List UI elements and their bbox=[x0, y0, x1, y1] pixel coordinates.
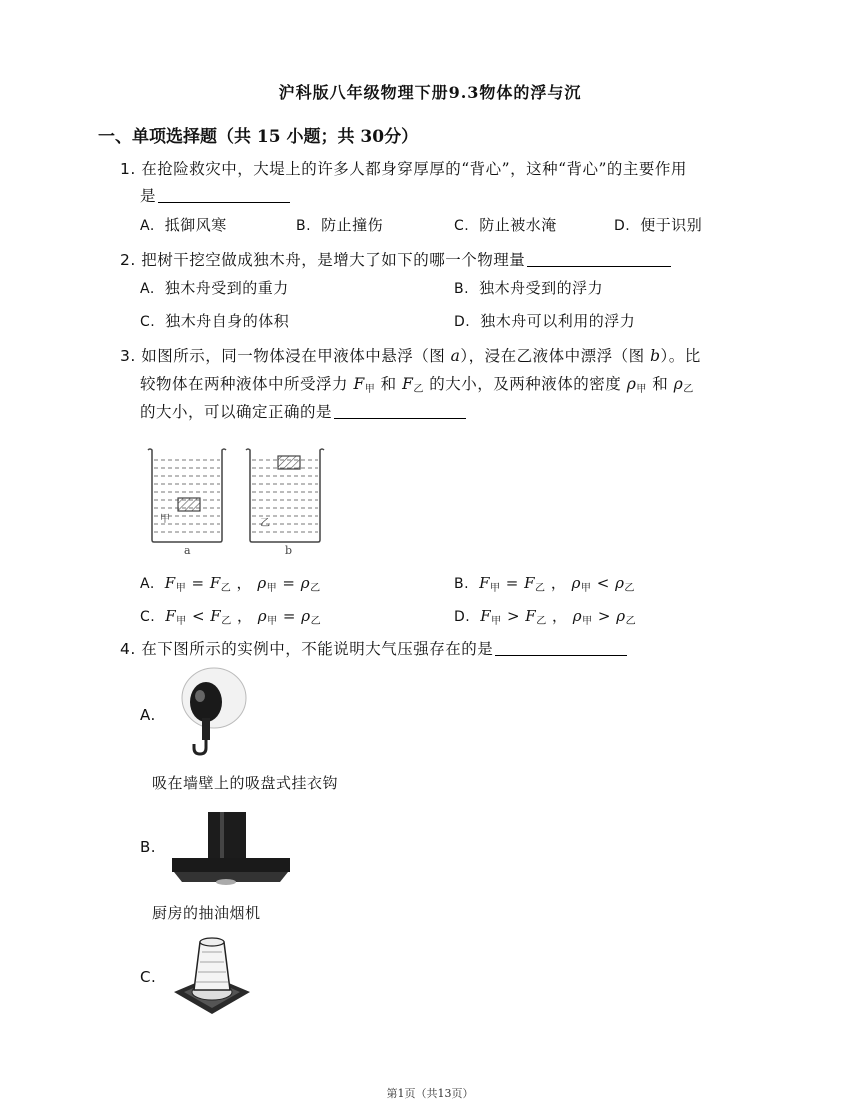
object-b bbox=[278, 456, 300, 469]
q4-option-c-label[interactable]: C. bbox=[140, 968, 157, 986]
suction-cup-image bbox=[172, 932, 252, 1018]
suction-hook-image bbox=[178, 662, 252, 758]
answer-blank[interactable] bbox=[527, 250, 671, 267]
beakers-figure bbox=[140, 442, 340, 558]
question-4-line1: 4. 在下图所示的实例中，不能说明大气压强存在的是 bbox=[120, 637, 627, 661]
question-3-line3: 的大小，可以确定正确的是 bbox=[140, 400, 466, 424]
beaker-label-jia: 甲 bbox=[160, 514, 170, 525]
question-3-line2: 较物体在两种液体中所受浮力 $F_甲$ 和 $F_乙$ 的大小，及两种液体的密度 $\rho_甲$ 和 $\rho_乙$ bbox=[140, 375, 694, 395]
object-a bbox=[178, 498, 200, 511]
q1-option-b[interactable]: B. 防止撞伤 bbox=[296, 216, 384, 234]
page-footer: 第1页（共13页） bbox=[386, 1087, 474, 1100]
q4-option-a-label[interactable]: A. bbox=[140, 706, 156, 724]
q4-option-b-label[interactable]: B. bbox=[140, 838, 157, 856]
q3-option-b[interactable]: B. $F_甲 = F_乙$ ， $\rho_甲 < \rho_乙$ bbox=[454, 574, 635, 594]
q3-option-c[interactable]: C. $F_甲 < F_乙$ ， $\rho_甲 = \rho_乙$ bbox=[140, 607, 322, 627]
question-1-line2: 是 bbox=[140, 184, 290, 208]
range-hood-image bbox=[168, 810, 292, 886]
q2-option-d[interactable]: D. 独木舟可以利用的浮力 bbox=[454, 312, 636, 330]
q1-option-d[interactable]: D. 便于识别 bbox=[614, 216, 703, 234]
answer-blank[interactable] bbox=[158, 186, 290, 203]
caption-a: a bbox=[184, 544, 191, 557]
question-3-line1: 3. 如图所示，同一物体浸在甲液体中悬浮（图 a），浸在乙液体中漂浮（图 b）。比 bbox=[120, 347, 701, 365]
beaker-a bbox=[148, 449, 226, 557]
q3-option-a[interactable]: A. $F_甲 = F_乙$ ， $\rho_甲 = \rho_乙$ bbox=[140, 574, 321, 594]
section-heading: 一、单项选择题（共 15 小题；共 30分） bbox=[98, 127, 419, 147]
answer-blank[interactable] bbox=[334, 402, 466, 419]
q3-option-d[interactable]: D. $F_甲 > F_乙$ ， $\rho_甲 > \rho_乙$ bbox=[454, 607, 637, 627]
q2-option-a[interactable]: A. 独木舟受到的重力 bbox=[140, 279, 289, 297]
question-2-line1: 2. 把树干挖空做成独木舟，是增大了如下的哪一个物理量 bbox=[120, 248, 671, 272]
q2-option-c[interactable]: C. 独木舟自身的体积 bbox=[140, 312, 290, 330]
answer-blank[interactable] bbox=[495, 639, 627, 656]
q1-option-c[interactable]: C. 防止被水淹 bbox=[454, 216, 557, 234]
q4-option-a-caption: 吸在墙壁上的吸盘式挂衣钩 bbox=[152, 774, 339, 792]
q2-option-b[interactable]: B. 独木舟受到的浮力 bbox=[454, 279, 604, 297]
q1-option-a[interactable]: A. 抵御风寒 bbox=[140, 216, 227, 234]
beaker-label-yi: 乙 bbox=[260, 518, 270, 529]
q4-option-b-caption: 厨房的抽油烟机 bbox=[152, 904, 261, 922]
beaker-b bbox=[246, 449, 324, 557]
page-title: 沪科版八年级物理下册9.3物体的浮与沉 bbox=[278, 83, 582, 102]
caption-b: b bbox=[285, 544, 293, 557]
question-1-line1: 1. 在抢险救灾中，大堤上的许多人都身穿厚厚的“背心”，这种“背心”的主要作用 bbox=[120, 160, 687, 178]
